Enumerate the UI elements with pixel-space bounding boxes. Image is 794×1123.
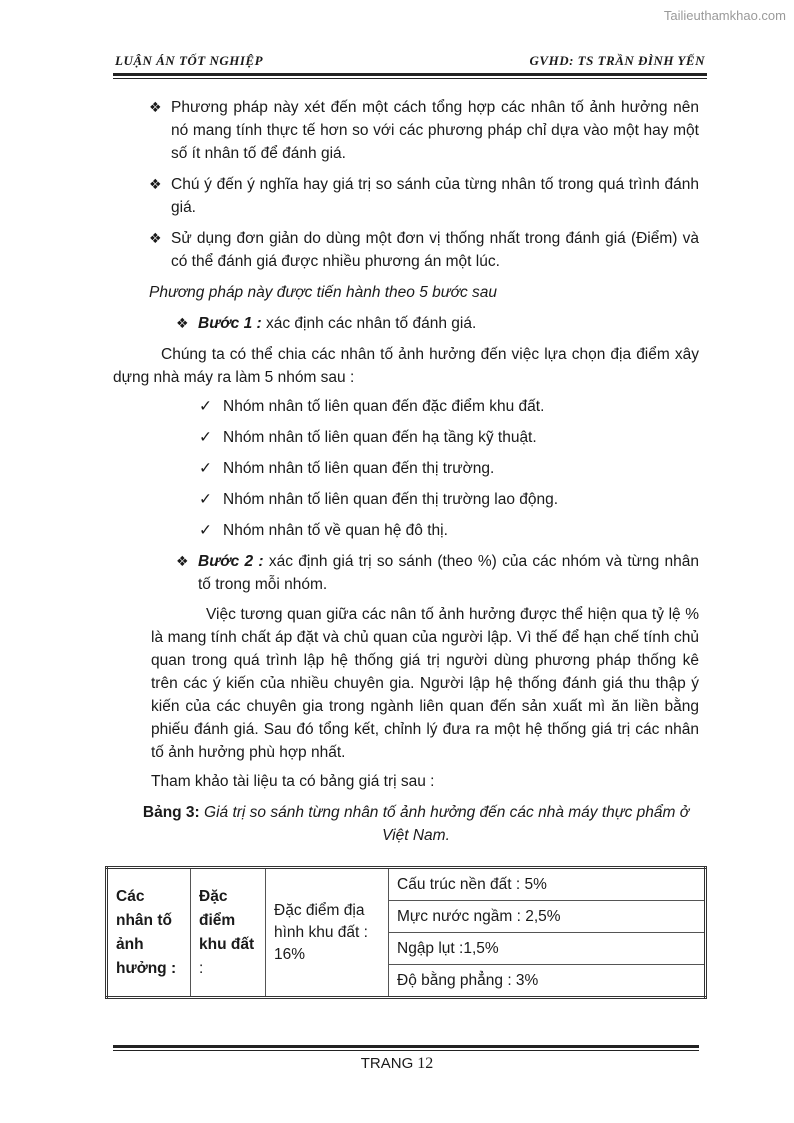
paragraph-reference: Tham khảo tài liệu ta có bảng giá trị sau : [151,773,435,790]
paragraph-text: Việc tương quan giữa các nân tố ảnh hưởng được thể hiện qua tỷ lệ % là mang tính chất áp đặt và chủ quan của người lập. Vì thế để hạn chế tính chủ quan trong quá trình lập hệ thống giá trị người dùng phương pháp thống kê trên các ý kiến của nhiều chuyên gia. Người lập hệ thống đánh giá thu thập ý kiến của các chuyên gia trong ngành liên quan đến sản xuất mì ăn liền bằng phiếu đánh giá. Sau đó tổng kết, chỉnh lý đưa ra một hệ thống giá trị các nhân tố ảnh hưởng phù hợp nhất. [151,606,699,761]
bullet-item [113,173,699,219]
table-cell-terrain: Đặc điểm địa hình khu đất : 16% [266,868,389,998]
intro-italic: Phương pháp này được tiến hành theo 5 bước sau [149,284,498,301]
table-cell-factors: Các nhân tố ảnh hưởng : [107,868,191,998]
checkmark-icon: ✓ [199,522,212,539]
group-item [113,426,699,449]
checkmark-icon: ✓ [199,491,212,508]
caption-label: Bảng 3: [142,804,200,821]
table-cell-subfactor: Ngập lụt :1,5% [389,933,706,965]
step-label: Bước 1 : [198,315,262,332]
group-item [113,457,699,480]
group-text: Nhóm nhân tố về quan hệ đô thị. [223,522,448,539]
page-number-value: 12 [417,1055,434,1072]
document-body [113,96,699,847]
footer-rule [113,1045,699,1048]
table-cell-subfactor: Cấu trúc nền đất : 5% [389,868,706,901]
diamond-bullet-icon: ❖ [149,176,162,192]
header-rule [113,73,707,76]
group-text: Nhóm nhân tố liên quan đến hạ tầng kỹ thuật. [223,429,537,446]
group-text: Nhóm nhân tố liên quan đến thị trường lao động. [223,491,559,508]
paragraph-methodology [113,603,699,764]
land-colon: : [199,959,204,977]
table-cell-land [191,868,266,998]
header-right: GVHD: TS TRẦN ĐÌNH YẾN [529,53,705,68]
bullet-text: Phương pháp này xét đến một cách tổng hợp các nhân tố ảnh hưởng nên nó mang tính thực tế hơn so với các phương pháp chỉ dựa vào một hay một số ít nhân tố để đánh giá. [171,99,699,162]
diamond-bullet-icon: ❖ [176,315,189,331]
header-left: LUẬN ÁN TỐT NGHIỆP [115,53,264,68]
bullet-text: Chú ý đến ý nghĩa hay giá trị so sánh của từng nhân tố trong quá trình đánh giá. [171,176,699,216]
header-rule-thin [113,78,707,79]
step-text: xác định giá trị so sánh (theo %) của các nhóm và từng nhân tố trong mỗi nhóm. [198,553,699,593]
bullet-item [113,96,699,165]
page-header [113,53,705,73]
bullet-text: Sử dụng đơn giản do dùng một đơn vị thống nhất trong đánh giá (Điểm) và có thể đánh giá được nhiều phương án một lúc. [171,230,699,270]
table-caption [113,801,699,847]
step-1 [113,312,699,335]
group-text: Nhóm nhân tố liên quan đến đặc điểm khu đất. [223,398,545,415]
table-cell-subfactor: Mực nước ngầm : 2,5% [389,901,706,933]
diamond-bullet-icon: ❖ [176,553,189,569]
group-item [113,395,699,418]
diamond-bullet-icon: ❖ [149,230,162,246]
paragraph-groups-intro: Chúng ta có thể chia các nhân tố ảnh hưởng đến việc lựa chọn địa điểm xây dựng nhà máy ra làm 5 nhóm sau : [113,346,699,386]
diamond-bullet-icon: ❖ [149,99,162,115]
footer-rule-thin [113,1050,699,1051]
step-label: Bước 2 : [198,553,264,570]
watermark: Tailieuthamkhao.com [663,8,786,23]
factor-table [105,866,707,999]
land-label: Đặc điểm khu đất [199,887,255,953]
page-label: TRANG [360,1055,414,1072]
bullet-item [113,227,699,273]
page-number [0,1055,794,1073]
step-text: xác định các nhân tố đánh giá. [266,315,477,332]
checkmark-icon: ✓ [199,460,212,477]
group-text: Nhóm nhân tố liên quan đến thị trường. [223,460,495,477]
checkmark-icon: ✓ [199,398,212,415]
step-2 [113,550,699,596]
group-item [113,519,699,542]
checkmark-icon: ✓ [199,429,212,446]
group-item [113,488,699,511]
caption-text: Giá trị so sánh từng nhân tố ảnh hưởng đến các nhà máy thực phẩm ở Việt Nam. [204,804,690,844]
table-cell-subfactor: Độ bằng phẳng : 3% [389,965,706,998]
